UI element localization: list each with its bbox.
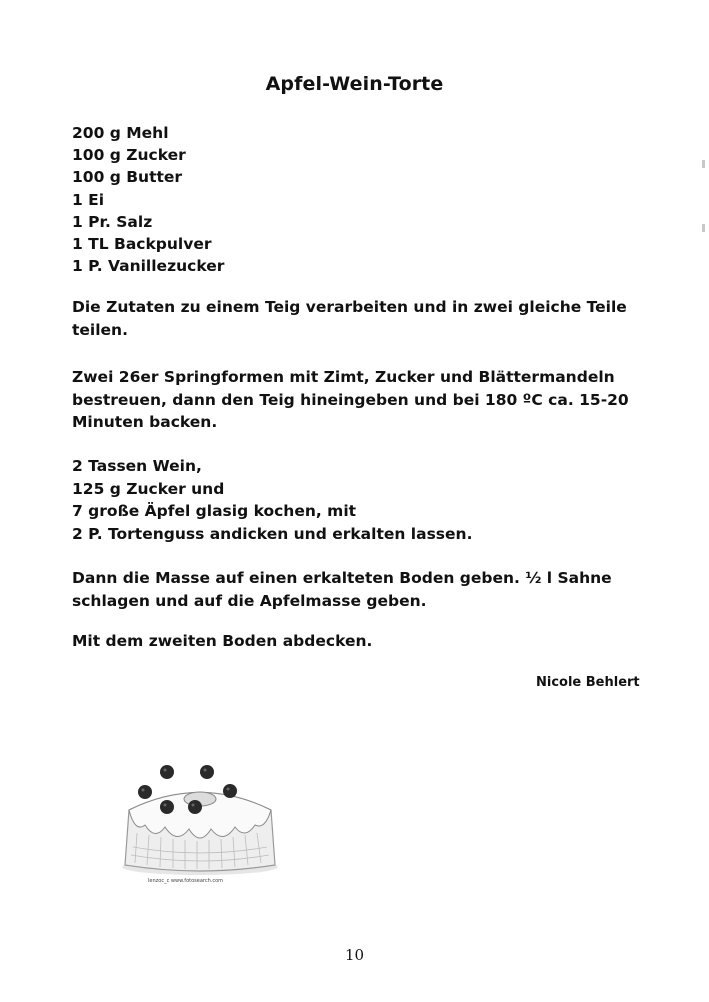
instruction-step-1: Die Zutaten zu einem Teig verarbeiten und in zwei gleiche Teile teilen. [72,298,627,339]
cake-illustration-icon [115,755,285,885]
ingredient-item: 100 g Zucker [72,146,186,165]
ingredient-list [72,122,224,277]
instruction-line: 2 Tassen Wein, [72,457,202,475]
ingredient-item: 1 Ei [72,190,105,209]
ingredient-item: 1 Pr. Salz [72,212,153,231]
page-number: 10 [344,946,365,964]
author-name: Nicole Behlert [536,675,640,690]
instruction-line: 125 g Zucker und [72,479,225,498]
edge-mark [702,224,705,232]
ingredient-item: 100 g Butter [72,168,183,187]
ingredient-item: 1 TL Backpulver [72,235,212,254]
ingredient-item: 1 P. Vanillezucker [72,257,225,276]
image-credit: lenzoc_c www.fotosearch.com [148,878,224,884]
instruction-step-4: Dann die Masse auf einen erkalteten Boden geben. ½ l Sahne schlagen und auf die Apfelmasse geben. [72,569,612,610]
instruction-step-3 [72,455,642,545]
recipe-title: Apfel-Wein-Torte [265,73,444,95]
edge-mark [702,160,705,168]
instruction-line: 2 P. Tortenguss andicken und erkalten lassen. [72,524,473,543]
instruction-line: 7 große Äpfel glasig kochen, mit [72,502,357,520]
instruction-step-5: Mit dem zweiten Boden abdecken. [72,632,373,650]
instruction-step-2: Zwei 26er Springformen mit Zimt, Zucker und Blättermandeln bestreuen, dann den Teig hineingeben und bei 180 ºC ca. 15-20 Minuten backen. [72,368,629,431]
ingredient-item: 200 g Mehl [72,124,169,142]
